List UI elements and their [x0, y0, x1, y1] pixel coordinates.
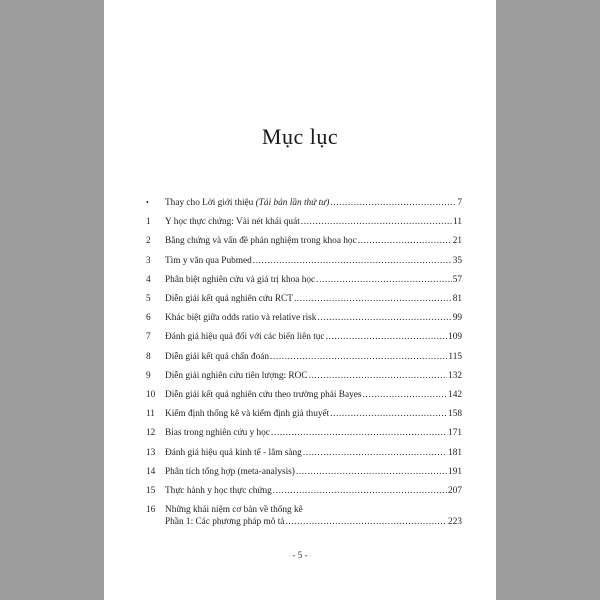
toc-number: 9	[146, 370, 151, 381]
toc-number: 1	[146, 217, 151, 228]
toc-page-number: 57	[452, 274, 462, 285]
toc-leader-dots	[330, 197, 456, 209]
book-page	[104, 0, 496, 600]
toc-entry-title: Những khái niệm cơ bản về thống kê	[165, 505, 303, 516]
toc-entry-title: Bằng chứng và vấn đề phản nghiệm trong khoa học	[165, 236, 357, 247]
toc-leader-dots	[316, 274, 452, 286]
toc-entry-title: Phân biệt nghiên cứu và giá trị khoa học	[165, 274, 316, 285]
toc-leader-dots	[273, 485, 447, 497]
toc-number: 3	[146, 255, 151, 266]
toc-number: 2	[146, 236, 151, 247]
toc-page-number: 21	[452, 236, 462, 247]
toc-entry-title: Diễn giải kết quả chẩn đoán	[165, 351, 270, 362]
toc-leader-dots	[285, 516, 447, 528]
toc-entry-title: Diễn giải kết quả nghiên cứu theo trường phái Bayes	[165, 390, 362, 400]
toc-entry-title: Thực hành y học thực chứng	[165, 486, 272, 496]
toc-entry-title: Diễn giải kết quả nghiên cứu RCT	[165, 294, 293, 304]
toc-page-number: 223	[448, 517, 462, 528]
toc-entry-title: Kiểm định thống kê và kiểm định giả thuyết	[165, 409, 330, 420]
toc-number: 13	[146, 447, 156, 458]
toc-page-number: 109	[448, 332, 462, 343]
toc-entry-16	[146, 504, 462, 530]
toc-leader-dots	[253, 255, 452, 267]
toc-leader-dots	[358, 235, 452, 247]
toc-page-number: 171	[448, 428, 462, 439]
toc-number: 5	[146, 294, 151, 304]
toc-entry-title: Đánh giá hiệu quả đối với các biến liên tục	[165, 332, 325, 343]
toc-leader-dots	[317, 312, 451, 324]
toc-page-number: 35	[452, 255, 462, 266]
toc-page-number: 99	[452, 313, 462, 324]
toc-number: 11	[146, 409, 155, 420]
toc-leader-dots	[296, 466, 447, 478]
toc-leader-dots	[270, 351, 447, 363]
toc-number: 7	[146, 332, 151, 343]
toc-bullet: •	[146, 198, 149, 207]
toc-number: 16	[146, 505, 156, 516]
toc-number: 15	[146, 486, 156, 496]
toc-leader-dots	[303, 447, 447, 459]
toc-page-number: 11	[453, 217, 462, 228]
toc-entry-title: Tìm y văn qua Pubmed	[165, 255, 252, 266]
toc-entry-title: Khác biệt giữa odds ratio và relative risk	[165, 313, 317, 324]
toc-page-number: 191	[448, 466, 462, 477]
toc-page-number: 115	[448, 351, 462, 362]
toc-page-number: 181	[448, 447, 462, 458]
toc-number: 6	[146, 313, 151, 324]
toc-entry-title: Bias trong nghiên cứu y học	[165, 428, 270, 439]
toc-page-number: 207	[448, 486, 462, 496]
toc-page-number: 142	[448, 390, 462, 400]
toc-entry-title: Diễn giải nghiên cứu tiên lượng: ROC	[165, 370, 308, 381]
toc-page-number: 132	[448, 370, 462, 381]
toc-page-number: 7	[457, 198, 462, 208]
toc-leader-dots	[271, 427, 447, 439]
toc-entry-title: Thay cho Lời giới thiệu	[165, 198, 256, 208]
toc-number: 10	[146, 390, 156, 400]
toc-page-number: 158	[448, 409, 462, 420]
toc-number: 12	[146, 428, 156, 439]
toc-entry-note: (Tái bản lần thứ tư)	[255, 198, 330, 208]
toc-leader-dots	[363, 389, 448, 401]
toc-number: 14	[146, 466, 156, 477]
toc-leader-dots	[326, 331, 447, 343]
toc-page-number: 81	[452, 294, 462, 304]
page-title: Mục lục	[261, 124, 339, 149]
toc-leader-dots	[294, 293, 452, 305]
toc-entry-title: Đánh giá hiệu quả kinh tế - lâm sàng	[165, 447, 302, 458]
toc-entry-title: Phân tích tổng hợp (meta-analysis)	[165, 466, 295, 477]
toc-number: 4	[146, 274, 151, 285]
page-number-footer: - 5 -	[292, 550, 308, 560]
toc-number: 8	[146, 351, 151, 362]
toc-leader-dots	[301, 216, 452, 228]
toc-entry-title: Y học thực chứng: Vài nét khái quát	[165, 217, 300, 228]
toc-leader-dots	[330, 408, 447, 420]
toc-leader-dots	[309, 370, 447, 382]
toc-entry-subtitle: Phần 1: Các phương pháp mô tả	[165, 517, 285, 528]
